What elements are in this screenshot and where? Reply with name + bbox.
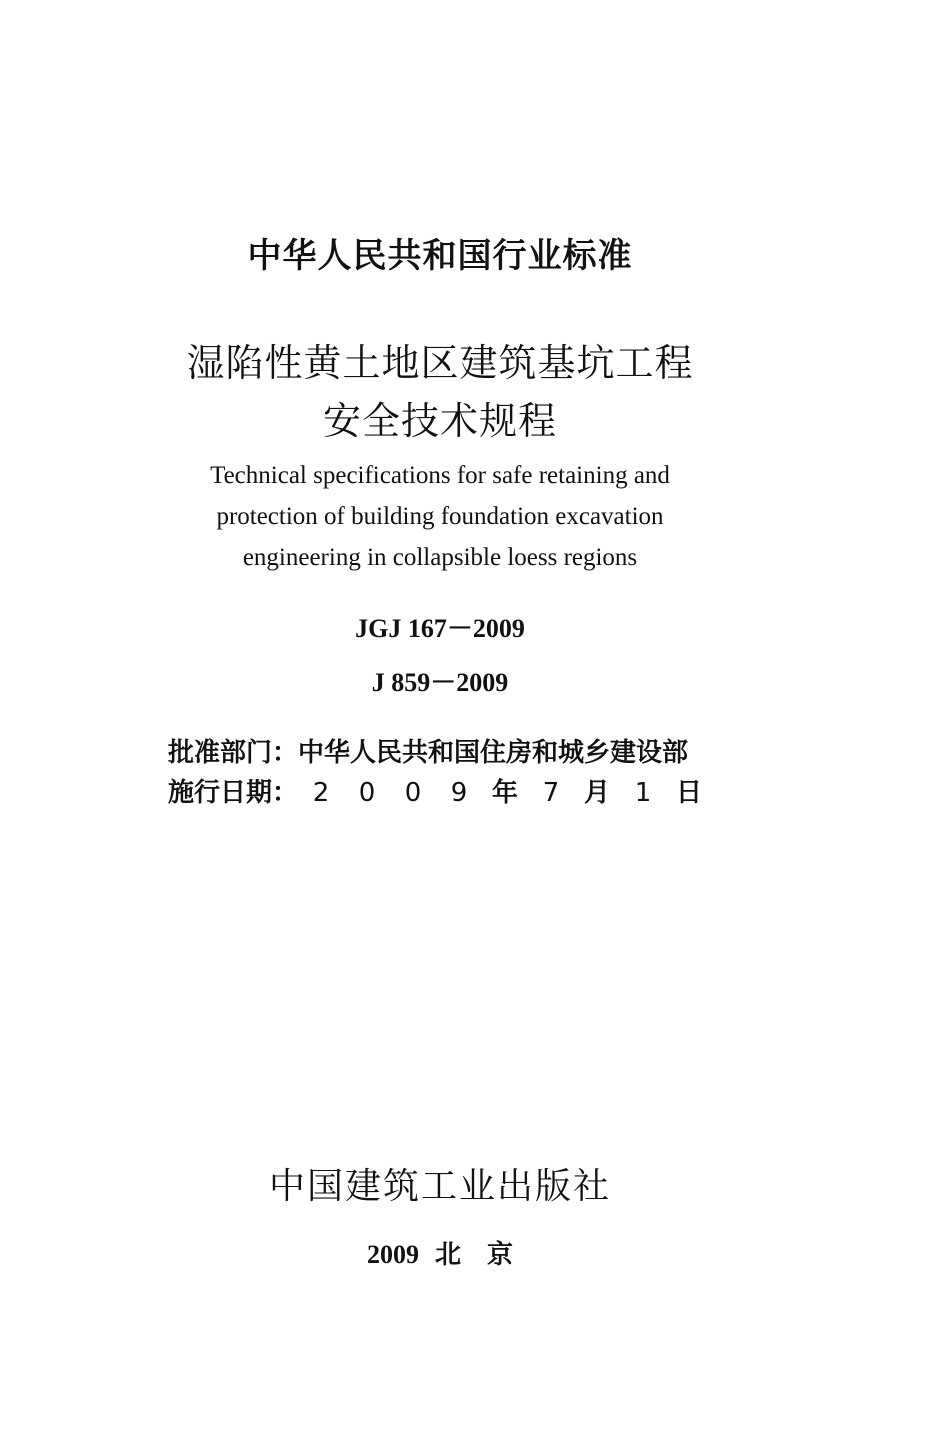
title-chinese-line-1: 湿陷性黄土地区建筑基坑工程 — [186, 343, 694, 385]
publication-place: 北 京 — [434, 1240, 513, 1270]
effective-date — [168, 772, 712, 809]
date-char: 9 — [450, 778, 468, 808]
date-char: 0 — [404, 778, 422, 808]
date-char: 2 — [312, 778, 330, 808]
publisher-name: 中国建筑工业出版社 — [268, 1166, 611, 1206]
title-chinese-line-2: 安全技术规程 — [322, 401, 557, 443]
approval-department — [168, 732, 688, 769]
title-english-line-2: protection of building foundation excavation — [216, 503, 664, 530]
series-title: 中华人民共和国行业标准 — [247, 236, 633, 276]
date-char: 0 — [358, 778, 376, 808]
effective-date-value — [298, 778, 712, 808]
approval-value: 中华人民共和国住房和城乡建设部 — [298, 738, 689, 768]
date-char: 1 — [634, 778, 652, 808]
standard-code-jgj: JGJ 167－2009 — [355, 614, 525, 643]
approval-label: 批准部门： — [168, 738, 299, 768]
effective-date-label: 施行日期： — [168, 778, 299, 808]
date-char: 日 — [676, 778, 703, 808]
publication-info — [0, 1234, 915, 1271]
publication-year: 2009 — [366, 1240, 419, 1269]
title-english-line-3: engineering in collapsible loess regions — [242, 544, 638, 571]
date-char: 年 — [492, 778, 519, 808]
title-english-line-1: Technical specifications for safe retaining and — [210, 462, 670, 489]
date-char: 7 — [542, 778, 560, 808]
standard-code-j: J 859－2009 — [371, 668, 509, 697]
date-char: 月 — [584, 778, 611, 808]
